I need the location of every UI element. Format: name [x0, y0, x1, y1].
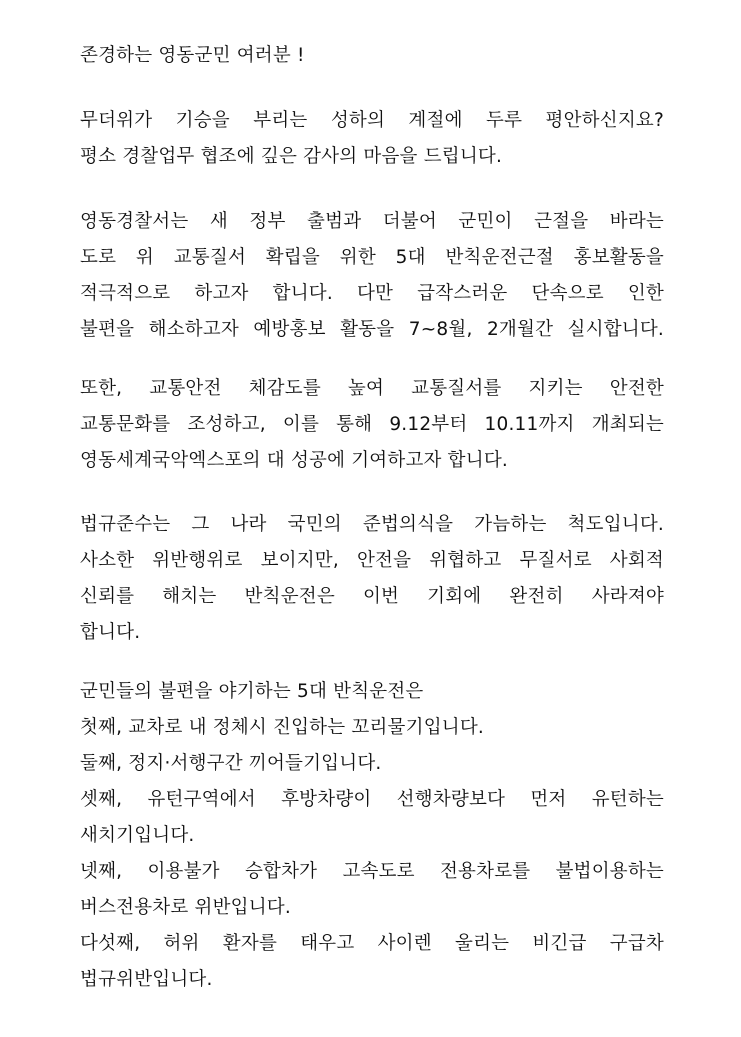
paragraph-1-line-2: 평소 경찰업무 협조에 깊은 감사의 마음을 드립니다. — [80, 146, 503, 167]
paragraph-5-line-1: 군민들의 불편을 야기하는 5대 반칙운전은 — [80, 681, 424, 702]
paragraph-3-line-1: 또한, 교통안전 체감도를 높여 교통질서를 지키는 안전한 — [80, 378, 664, 399]
paragraph-5-line-9: 법규위반입니다. — [80, 969, 213, 990]
paragraph-5-line-6: 넷째, 이용불가 승합차가 고속도로 전용차로를 불법이용하는 — [80, 861, 664, 882]
paragraph-2-line-1: 영동경찰서는 새 정부 출범과 더불어 군민이 근절을 바라는 — [80, 211, 664, 232]
paragraph-2-line-4: 불편을 해소하고자 예방홍보 활동을 7~8월, 2개월간 실시합니다. — [80, 319, 664, 340]
paragraph-5-line-2: 첫째, 교차로 내 정체시 진입하는 꼬리물기입니다. — [80, 717, 484, 738]
paragraph-2-line-3: 적극적으로 하고자 합니다. 다만 급작스러운 단속으로 인한 — [80, 283, 664, 304]
paragraph-5-line-7: 버스전용차로 위반입니다. — [80, 897, 291, 918]
paragraph-3-line-2: 교통문화를 조성하고, 이를 통해 9.12부터 10.11까지 개최되는 — [80, 414, 664, 435]
greeting-line: 존경하는 영동군민 여러분 ! — [80, 45, 305, 66]
paragraph-2-line-2: 도로 위 교통질서 확립을 위한 5대 반칙운전근절 홍보활동을 — [80, 247, 664, 268]
paragraph-5-line-3: 둘째, 정지·서행구간 끼어들기입니다. — [80, 753, 382, 774]
paragraph-4-line-2: 사소한 위반행위로 보이지만, 안전을 위협하고 무질서로 사회적 — [80, 550, 664, 571]
paragraph-5-line-8: 다섯째, 허위 환자를 태우고 사이렌 울리는 비긴급 구급차 — [80, 933, 664, 954]
paragraph-5-line-4: 셋째, 유턴구역에서 후방차량이 선행차량보다 먼저 유턴하는 — [80, 789, 664, 810]
paragraph-1-line-1: 무더위가 기승을 부리는 성하의 계절에 두루 평안하신지요? — [80, 110, 664, 131]
paragraph-5-line-5: 새치기입니다. — [80, 825, 195, 846]
paragraph-4-line-3: 신뢰를 해치는 반칙운전은 이번 기회에 완전히 사라져야 — [80, 586, 664, 607]
paragraph-3-line-3: 영동세계국악엑스포의 대 성공에 기여하고자 합니다. — [80, 450, 508, 471]
paragraph-4-line-4: 합니다. — [80, 622, 141, 643]
paragraph-4-line-1: 법규준수는 그 나라 국민의 준법의식을 가늠하는 척도입니다. — [80, 514, 664, 535]
